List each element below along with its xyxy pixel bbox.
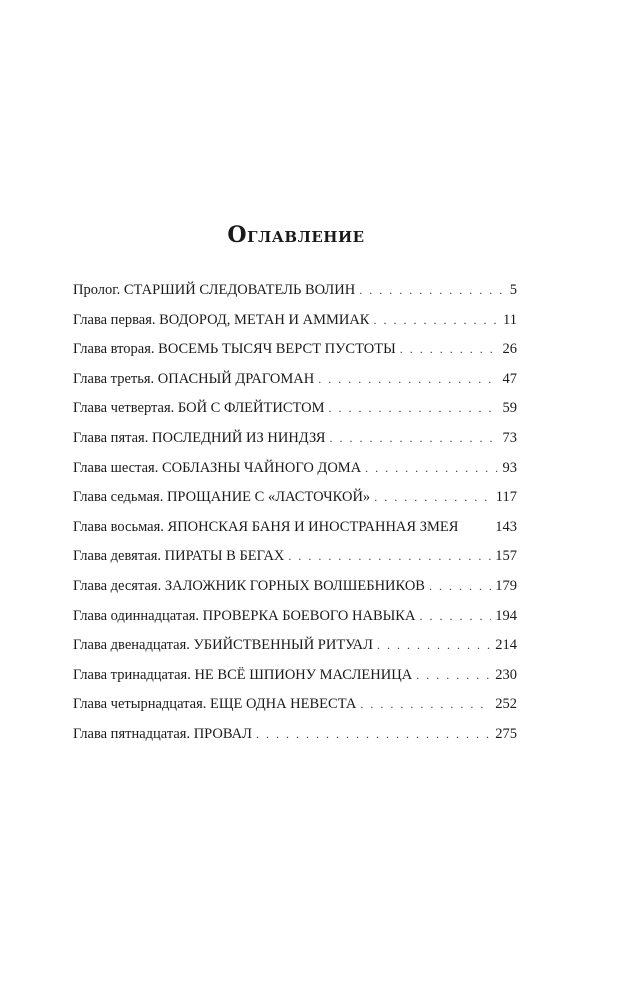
toc-entry-label: Глава первая. ВОДОРОД, МЕТАН И АММИАК [73,311,370,328]
toc-dot-leader [373,310,499,330]
toc-entry-label: Глава четвертая. БОЙ С ФЛЕЙТИСТОМ [73,400,325,417]
toc-dot-leader [329,398,499,418]
toc-entry-page: 5 [509,282,517,298]
toc-entry-page: 117 [495,489,517,506]
toc-entry[interactable] [73,724,517,754]
toc-entry[interactable] [73,369,517,399]
toc-dot-leader [419,606,491,626]
table-of-contents [73,280,517,754]
toc-dot-leader [377,635,491,655]
toc-entry[interactable] [73,606,517,636]
toc-dot-leader [400,339,499,359]
toc-entry[interactable] [73,576,517,606]
toc-entry-page: 143 [495,518,517,535]
toc-entry-label: Пролог. СТАРШИЙ СЛЕДОВАТЕЛЬ ВОЛИН [73,282,356,298]
toc-entry-label: Глава тринадцатая. НЕ ВСЁ ШПИОНУ МАСЛЕНИЦА [73,666,413,683]
toc-entry[interactable] [73,339,517,369]
toc-entry-page: 26 [502,341,517,358]
toc-dot-leader [416,665,491,685]
toc-entry-label: Глава пятая. ПОСЛЕДНИЙ ИЗ НИНДЗЯ [73,429,326,446]
toc-entry-page: 59 [502,400,517,417]
toc-entry-page: 11 [503,311,517,328]
toc-entry-page: 157 [495,548,517,565]
toc-entry-label: Глава десятая. ЗАЛОЖНИК ГОРНЫХ ВОЛШЕБНИКОВ [73,577,425,594]
toc-entry[interactable] [73,546,517,576]
toc-entry-label: Глава шестая. СОБЛАЗНЫ ЧАЙНОГО ДОМА [73,459,362,476]
toc-entry[interactable] [73,635,517,665]
toc-entry-page: 275 [495,725,517,742]
toc-dot-leader [360,694,491,714]
toc-entry-label: Глава восьмая. ЯПОНСКАЯ БАНЯ И ИНОСТРАННАЯ ЗМЕЯ [73,518,459,535]
toc-dot-leader [329,428,498,448]
toc-entry-label: Глава седьмая. ПРОЩАНИЕ С «ЛАСТОЧКОЙ» [73,489,371,506]
toc-entry-label: Глава двенадцатая. УБИЙСТВЕННЫЙ РИТУАЛ [73,637,373,654]
toc-entry-page: 47 [502,370,517,387]
toc-entry[interactable] [73,694,517,724]
toc-entry-page: 93 [502,459,517,476]
toc-entry-page: 252 [495,696,517,713]
toc-dot-leader [365,458,498,478]
toc-entry-page: 230 [495,666,517,683]
toc-entry[interactable] [73,310,517,340]
toc-entry[interactable] [73,517,517,547]
toc-entry-page: 179 [495,577,517,594]
toc-entry[interactable] [73,665,517,695]
toc-entry[interactable] [73,487,517,517]
toc-entry-page: 194 [495,607,517,624]
toc-entry-label: Глава вторая. ВОСЕМЬ ТЫСЯЧ ВЕРСТ ПУСТОТЫ [73,341,396,358]
toc-entry-label: Глава четырнадцатая. ЕЩЕ ОДНА НЕВЕСТА [73,696,357,713]
toc-entry-label: Глава пятнадцатая. ПРОВАЛ [73,725,252,742]
toc-entry-label: Глава третья. ОПАСНЫЙ ДРАГОМАН [73,370,315,387]
toc-entry-page: 73 [502,429,517,446]
toc-entry-page: 214 [495,637,517,654]
toc-dot-leader [256,724,491,744]
toc-dot-leader [374,487,492,507]
toc-dot-leader [359,280,503,300]
toc-dot-leader [318,369,498,389]
toc-entry[interactable] [73,458,517,488]
toc-entry-label: Глава одиннадцатая. ПРОВЕРКА БОЕВОГО НАВЫКА [73,607,416,624]
toc-dot-leader [288,546,491,566]
toc-entry[interactable] [73,280,517,310]
page-title: Оглавление [227,222,365,248]
toc-entry-label: Глава девятая. ПИРАТЫ В БЕГАХ [73,548,285,565]
toc-entry[interactable] [73,428,517,458]
toc-dot-leader [429,576,491,596]
toc-entry[interactable] [73,398,517,428]
